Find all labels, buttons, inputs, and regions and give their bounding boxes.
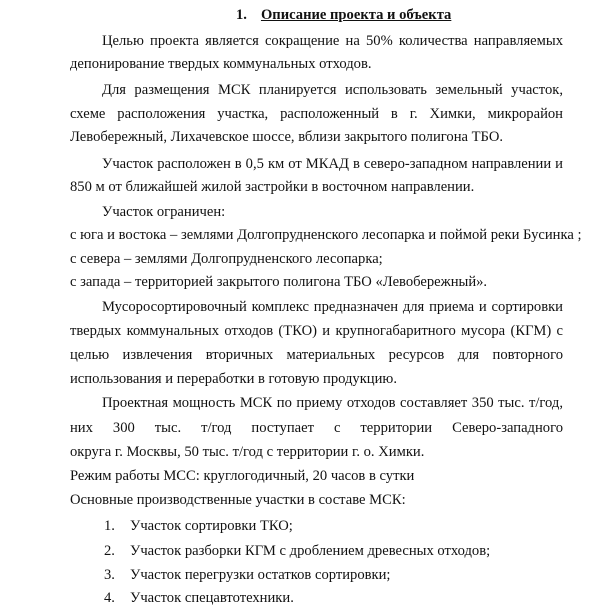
list-item [104, 541, 490, 561]
paragraph-line: Для размещения МСК планируется использовать земельный участок, [102, 82, 563, 98]
section-number: 1. [236, 7, 247, 23]
paragraph-line: с юга и востока – землями Долгопрудненского лесопарка и поймой реки Бусинка ; [70, 227, 582, 243]
list-number: 3. [104, 567, 115, 583]
list-item [104, 565, 390, 585]
paragraph-line: с севера – землями Долгопрудненского лесопарка; [70, 251, 383, 267]
paragraph-line: целью извлечения вторичных материальных ресурсов для повторного [70, 347, 563, 363]
list-text: Участок перегрузки остатков сортировки; [130, 567, 391, 583]
paragraph-line: Мусоросортировочный комплекс предназначен для приема и сортировки [102, 299, 563, 315]
list-number: 2. [104, 543, 115, 559]
paragraph-line: использования и переработки в готовую продукцию. [70, 371, 397, 387]
paragraph-line: Режим работы МСС: круглогодичный, 20 часов в сутки [70, 468, 415, 484]
paragraph-line: Целью проекта является сокращение на 50% количества направляемых [102, 33, 563, 49]
paragraph-line: депонирование твердых коммунальных отходов. [70, 56, 372, 72]
paragraph-line: Участок ограничен: [102, 204, 226, 220]
list-number: 1. [104, 518, 115, 534]
list-text: Участок разборки КГМ с дроблением древесных отходов; [130, 543, 491, 559]
section-heading [236, 5, 451, 25]
paragraph-line: них 300 тыс. т/год поступает с территории Северо-западного [70, 420, 563, 436]
paragraph-line: округа г. Москвы, 50 тыс. т/год с территории г. о. Химки. [70, 444, 425, 460]
paragraph-line: Основные производственные участки в составе МСК: [70, 492, 406, 508]
paragraph-line: Участок расположен в 0,5 км от МКАД в северо-западном направлении и [102, 156, 563, 172]
paragraph-line: твердых коммунальных отходов (ТКО) и крупногабаритного мусора (КГМ) с [70, 323, 563, 339]
paragraph-line: с запада – территорией закрытого полигона ТБО «Левобережный». [70, 274, 488, 290]
paragraph-line: 850 м от ближайшей жилой застройки в восточном направлении. [70, 179, 475, 195]
section-title: Описание проекта и объекта [260, 7, 452, 23]
list-text: Участок спецавтотехники. [130, 590, 294, 606]
paragraph-line: схеме расположения участка, расположенный в г. Химки, микрорайон [70, 106, 563, 122]
list-text: Участок сортировки ТКО; [130, 518, 293, 534]
list-item [104, 588, 294, 606]
list-item [104, 516, 293, 536]
paragraph-line: Левобережный, Лихачевское шоссе, вблизи закрытого полигона ТБО. [70, 129, 504, 145]
paragraph-line: Проектная мощность МСК по приему отходов составляет 350 тыс. т/год, [102, 395, 563, 411]
list-number: 4. [104, 590, 115, 606]
